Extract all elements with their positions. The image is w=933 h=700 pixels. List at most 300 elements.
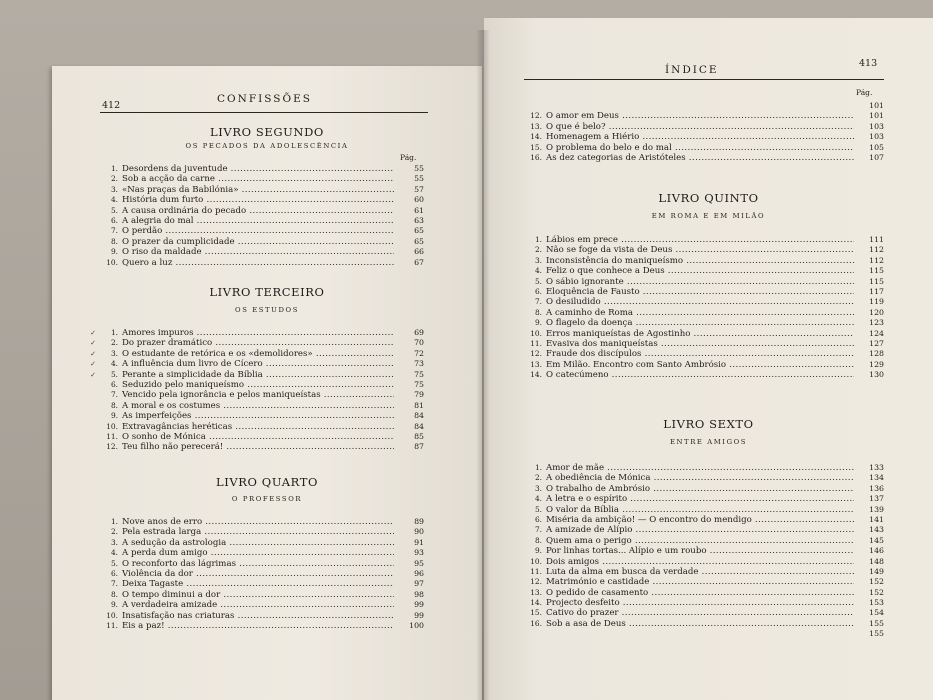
- entry-title: A causa ordinária do pecado .....: [122, 206, 394, 216]
- entry-title: O reconforto das lágrimas .....: [122, 559, 394, 569]
- toc-entry: [522, 318, 884, 328]
- left-page: [52, 66, 482, 700]
- entry-number: 2.: [110, 174, 118, 184]
- entry-page: 79: [414, 390, 424, 400]
- toc-entry: [522, 608, 884, 618]
- entry-page: 66: [414, 247, 424, 257]
- entry-number: 6.: [534, 514, 542, 524]
- entry-page: 148: [869, 556, 884, 566]
- entry-number: 12.: [530, 111, 542, 121]
- toc-entry: [522, 536, 884, 546]
- entry-title: Quem ama o perigo .....: [546, 536, 854, 546]
- entry-number: 12.: [530, 349, 542, 359]
- toc-entry: [90, 328, 424, 338]
- entry-number: 10.: [106, 421, 118, 431]
- toc-entry: [522, 349, 884, 359]
- entry-title: Cativo do prazer .....: [546, 608, 854, 618]
- toc-entry: [522, 484, 884, 494]
- entry-title: O problema do belo e do mal .....: [546, 143, 854, 153]
- entry-page: 75: [414, 369, 424, 379]
- entry-title: Sob a asa de Deus .....: [546, 619, 854, 629]
- toc-entry: [522, 629, 884, 639]
- entry-number: 1.: [110, 328, 118, 337]
- entry-page: 154: [869, 608, 884, 618]
- entry-number: 15.: [530, 608, 542, 618]
- entry-page: 146: [869, 546, 884, 556]
- toc-entry: [522, 101, 884, 111]
- page-number: 412: [102, 100, 121, 111]
- toc-entry: [522, 143, 884, 153]
- entry-title: O riso da maldade .....: [122, 247, 394, 257]
- entry-title: A influência dum livro de Cícero .....: [122, 359, 394, 369]
- entry-number: 3.: [110, 184, 118, 194]
- entry-title: O tempo diminui a dor .....: [122, 590, 394, 600]
- entry-page: 134: [869, 473, 884, 483]
- book-gutter: [476, 30, 490, 700]
- entry-title: A obediência de Mónica .....: [546, 473, 854, 483]
- entry-page: 136: [869, 483, 884, 493]
- entry-title: Teu filho não perecerá! .....: [122, 442, 394, 452]
- entry-title: Seduzido pelo maniqueísmo .....: [122, 380, 394, 390]
- toc-entry: [522, 266, 884, 276]
- entry-title: Homenagem a Hiério .....: [546, 132, 854, 142]
- entry-title: Amor de mãe .....: [546, 463, 854, 473]
- entry-number: 5.: [110, 205, 118, 215]
- entry-title: História dum furto .....: [122, 195, 394, 205]
- toc-list: [522, 463, 884, 640]
- toc-list: [522, 101, 884, 163]
- entry-page: 141: [869, 514, 884, 524]
- entry-page: 124: [869, 328, 884, 338]
- toc-entry: [522, 463, 884, 473]
- entry-title: As dez categorias de Aristóteles .....: [546, 153, 854, 163]
- toc-entry: [98, 206, 424, 216]
- entry-page: 152: [869, 587, 884, 597]
- toc-entry: [522, 577, 884, 587]
- entry-page: 67: [414, 257, 424, 267]
- entry-number: 7.: [534, 525, 542, 535]
- entry-title: Extravagâncias heréticas .....: [122, 422, 394, 432]
- entry-number: 14.: [530, 370, 542, 380]
- entry-number: 4.: [110, 195, 118, 205]
- entry-page: 112: [869, 255, 884, 265]
- toc-entry: [522, 567, 884, 577]
- entry-page: 57: [414, 184, 424, 194]
- entry-number: 10.: [106, 610, 118, 620]
- entry-title: Pela estrada larga .....: [122, 527, 394, 537]
- toc-entry: [98, 411, 424, 421]
- entry-page: 107: [869, 152, 884, 162]
- entry-page: 69: [414, 328, 424, 337]
- entry-title: Inconsistência do maniqueísmo .....: [546, 256, 854, 266]
- header-rule: [100, 112, 428, 113]
- toc-entry: [90, 369, 424, 380]
- entry-page: 143: [869, 525, 884, 535]
- toc-entry: [98, 432, 424, 442]
- page-number: 413: [859, 58, 878, 69]
- entry-title: A letra e o espírito .....: [546, 494, 854, 504]
- entry-title: Insatisfação nas criaturas .....: [122, 611, 394, 621]
- toc-entry: [522, 287, 884, 297]
- entry-title: A perda dum amigo .....: [122, 548, 394, 558]
- entry-title: Eis a paz! .....: [122, 621, 394, 631]
- entry-number: 5.: [110, 558, 118, 568]
- entry-number: 8.: [534, 307, 542, 317]
- entry-page: 63: [414, 215, 424, 225]
- entry-number: 9.: [110, 600, 118, 610]
- toc-entry: [90, 338, 424, 349]
- entry-page: 73: [414, 359, 424, 369]
- toc-entry: [98, 527, 424, 537]
- toc-list: [98, 164, 424, 268]
- entry-number: 7.: [110, 390, 118, 400]
- toc-entry: [98, 611, 424, 621]
- toc-entry: [522, 111, 884, 121]
- entry-page: 70: [414, 338, 424, 348]
- toc-entry: [98, 216, 424, 226]
- entry-title: Dois amigos .....: [546, 557, 854, 567]
- toc-entry: [522, 588, 884, 598]
- entry-number: 3.: [110, 537, 118, 547]
- checkmark-icon: ✓: [90, 349, 96, 358]
- entry-number: 11.: [530, 338, 542, 348]
- entry-page: 112: [869, 245, 884, 255]
- toc-entry: [522, 132, 884, 142]
- toc-entry: [98, 600, 424, 610]
- entry-number: 1.: [534, 463, 542, 472]
- entry-number: 2.: [110, 527, 118, 537]
- entry-page: 72: [414, 348, 424, 358]
- entry-page: 117: [869, 286, 884, 296]
- entry-number: 9.: [534, 318, 542, 328]
- entry-number: 10.: [530, 556, 542, 566]
- entry-page: 99: [414, 600, 424, 610]
- entry-title: O trabalho de Ambrósio .....: [546, 484, 854, 494]
- entry-title: Matrimónio e castidade .....: [546, 577, 854, 587]
- toc-entry: [522, 277, 884, 287]
- toc-entry: [98, 390, 424, 400]
- toc-entry: [522, 360, 884, 370]
- entry-number: 15.: [530, 142, 542, 152]
- entry-title: A alegria do mal .....: [122, 216, 394, 226]
- entry-title: Lábios em prece .....: [546, 235, 854, 245]
- toc-entry: [522, 245, 884, 255]
- entry-page: 101: [869, 111, 884, 121]
- toc-entry: [522, 153, 884, 163]
- entry-title: Eloquência de Fausto .....: [546, 287, 854, 297]
- entry-number: 9.: [534, 546, 542, 556]
- entry-title: Por linhas tortas... Alípio e um roubo .....: [546, 546, 854, 556]
- entry-title: Nove anos de erro .....: [122, 517, 394, 527]
- entry-number: 14.: [530, 132, 542, 142]
- entry-title: Em Milão. Encontro com Santo Ambrósio .....: [546, 360, 854, 370]
- entry-title: O perdão .....: [122, 226, 394, 236]
- entry-number: 4.: [110, 359, 118, 369]
- pag-label: Pág.: [400, 153, 417, 162]
- toc-list: [98, 517, 424, 631]
- entry-page: 155: [869, 618, 884, 628]
- toc-entry: [98, 569, 424, 579]
- entry-number: 11.: [530, 566, 542, 576]
- entry-page: 55: [414, 164, 424, 173]
- toc-entry: [98, 226, 424, 236]
- entry-number: 8.: [110, 400, 118, 410]
- toc-entry: [522, 598, 884, 608]
- toc-entry: [90, 359, 424, 370]
- entry-page: 155: [869, 629, 884, 639]
- entry-title: Sob a acção da carne .....: [122, 174, 394, 184]
- entry-title: As imperfeições .....: [122, 411, 394, 421]
- entry-page: 55: [414, 174, 424, 184]
- toc-entry: [522, 546, 884, 556]
- entry-title: A moral e os costumes .....: [122, 401, 394, 411]
- entry-page: 128: [869, 349, 884, 359]
- entry-title: O desiludido .....: [546, 297, 854, 307]
- entry-title: A caminho de Roma .....: [546, 308, 854, 318]
- entry-number: 7.: [110, 226, 118, 236]
- toc-entry: [522, 505, 884, 515]
- entry-number: 12.: [106, 442, 118, 452]
- entry-page: 84: [414, 411, 424, 421]
- entry-number: 10.: [106, 257, 118, 267]
- toc-entry: [98, 579, 424, 589]
- section-subtitle: ENTRE AMIGOS: [669, 438, 748, 446]
- entry-number: 8.: [110, 236, 118, 246]
- entry-title: O estudante de retórica e os «demolidores» .....: [122, 349, 394, 359]
- entry-page: 75: [414, 379, 424, 389]
- toc-entry: [98, 401, 424, 411]
- toc-entry: [522, 329, 884, 339]
- entry-title: Amores impuros .....: [122, 328, 394, 338]
- entry-number: 11.: [106, 620, 118, 630]
- entry-page: 115: [869, 266, 884, 276]
- toc-entry: [98, 195, 424, 205]
- entry-page: 123: [869, 318, 884, 328]
- toc-entry: [522, 619, 884, 629]
- toc-entry: [522, 339, 884, 349]
- entry-title: A amizade de Alípio .....: [546, 525, 854, 535]
- toc-entry: [522, 297, 884, 307]
- entry-title: «Nas praças da Babilónia» .....: [122, 185, 394, 195]
- entry-number: 6.: [110, 215, 118, 225]
- entry-page: 90: [414, 527, 424, 537]
- entry-page: 115: [869, 276, 884, 286]
- checkmark-icon: ✓: [90, 360, 96, 369]
- entry-title: Erros maniqueístas de Agostinho .....: [546, 329, 854, 339]
- entry-page: 89: [414, 517, 424, 526]
- entry-page: 84: [414, 421, 424, 431]
- entry-number: 13.: [530, 587, 542, 597]
- entry-title: O valor da Bíblia .....: [546, 505, 854, 515]
- entry-number: 13.: [530, 121, 542, 131]
- toc-entry: [98, 559, 424, 569]
- entry-title: Feliz o que conhece a Deus .....: [546, 266, 854, 276]
- entry-page: 97: [414, 579, 424, 589]
- toc-entry: [98, 380, 424, 390]
- entry-title: O flagelo da doença .....: [546, 318, 854, 328]
- entry-page: 96: [414, 568, 424, 578]
- entry-page: 65: [414, 226, 424, 236]
- entry-page: 127: [869, 338, 884, 348]
- entry-page: 98: [414, 589, 424, 599]
- entry-title: O sonho de Mónica .....: [122, 432, 394, 442]
- entry-page: 137: [869, 494, 884, 504]
- toc-entry: [98, 247, 424, 257]
- toc-entry: [98, 237, 424, 247]
- entry-number: 16.: [530, 618, 542, 628]
- entry-page: 100: [409, 620, 424, 630]
- entry-page: 61: [414, 205, 424, 215]
- entry-number: 10.: [530, 328, 542, 338]
- toc-entry: [98, 185, 424, 195]
- entry-title: Não se foge da vista de Deus .....: [546, 245, 854, 255]
- entry-title: O sábio ignorante .....: [546, 277, 854, 287]
- checkmark-icon: ✓: [90, 339, 96, 348]
- entry-page: 103: [869, 132, 884, 142]
- entry-page: 65: [414, 236, 424, 246]
- pag-label: Pág.: [856, 88, 873, 97]
- entry-page: 85: [414, 431, 424, 441]
- entry-number: 13.: [530, 359, 542, 369]
- running-head: ÍNDICE: [665, 64, 719, 76]
- entry-title: Projecto desfeito .....: [546, 598, 854, 608]
- entry-number: 6.: [110, 568, 118, 578]
- entry-number: 2.: [534, 245, 542, 255]
- entry-title: Violência da dor .....: [122, 569, 394, 579]
- entry-page: 105: [869, 142, 884, 152]
- entry-title: A verdadeira amizade .....: [122, 600, 394, 610]
- entry-number: 1.: [110, 164, 118, 173]
- entry-page: 119: [869, 297, 884, 307]
- entry-number: 4.: [534, 494, 542, 504]
- entry-number: 5.: [534, 504, 542, 514]
- entry-page: 81: [414, 400, 424, 410]
- entry-number: 1.: [534, 235, 542, 244]
- toc-entry: [522, 525, 884, 535]
- running-head: CONFISSÕES: [217, 93, 312, 105]
- entry-page: 133: [869, 463, 884, 472]
- toc-entry: [98, 590, 424, 600]
- entry-number: 1.: [110, 517, 118, 526]
- entry-title: Vencido pela ignorância e pelos maniqueístas .....: [122, 390, 394, 400]
- toc-entry: [98, 548, 424, 558]
- checkmark-icon: ✓: [90, 329, 96, 337]
- entry-title: O amor em Deus .....: [546, 111, 854, 121]
- entry-number: 7.: [534, 297, 542, 307]
- toc-list: [522, 235, 884, 380]
- header-rule: [524, 79, 884, 80]
- entry-number: 12.: [530, 577, 542, 587]
- entry-title: Fraude dos discípulos .....: [546, 349, 854, 359]
- entry-number: 4.: [534, 266, 542, 276]
- entry-number: 2.: [534, 473, 542, 483]
- section-subtitle: OS PECADOS DA ADOLESCÊNCIA: [185, 142, 349, 150]
- entry-number: 2.: [110, 338, 118, 348]
- section-title: LIVRO SEGUNDO: [210, 125, 324, 139]
- entry-page: 91: [414, 537, 424, 547]
- entry-title: Quero a luz .....: [122, 258, 394, 268]
- entry-number: 5.: [534, 276, 542, 286]
- entry-page: 93: [414, 548, 424, 558]
- entry-page: 145: [869, 535, 884, 545]
- entry-page: 149: [869, 566, 884, 576]
- section-title: LIVRO QUINTO: [658, 191, 759, 205]
- entry-title: Perante a simplicidade da Bíblia .....: [122, 370, 394, 380]
- section-title: LIVRO QUARTO: [215, 475, 319, 489]
- entry-page: 153: [869, 598, 884, 608]
- toc-entry: [522, 122, 884, 132]
- toc-entry: [98, 164, 424, 174]
- entry-number: 5.: [110, 369, 118, 379]
- entry-title: O catecúmeno .....: [546, 370, 854, 380]
- entry-page: 101: [869, 101, 884, 110]
- entry-number: 4.: [110, 548, 118, 558]
- toc-entry: [98, 258, 424, 268]
- toc-entry: [98, 538, 424, 548]
- entry-page: 103: [869, 121, 884, 131]
- toc-entry: [522, 494, 884, 504]
- entry-title: O que é belo? .....: [546, 122, 854, 132]
- entry-page: 130: [869, 370, 884, 380]
- entry-number: 16.: [530, 152, 542, 162]
- entry-title: O pedido de casamento .....: [546, 588, 854, 598]
- entry-page: 129: [869, 359, 884, 369]
- entry-page: 87: [414, 442, 424, 452]
- section-title: LIVRO TERCEIRO: [209, 285, 325, 299]
- entry-page: 111: [869, 235, 884, 244]
- entry-title: Miséria da ambição! — O encontro do mendigo .....: [546, 515, 854, 525]
- section-subtitle: O PROFESSOR: [231, 495, 303, 503]
- toc-entry: [98, 442, 424, 452]
- checkmark-icon: ✓: [90, 370, 96, 379]
- toc-entry: [98, 174, 424, 184]
- entry-title: Deixa Tagaste .....: [122, 579, 394, 589]
- toc-entry: [522, 235, 884, 245]
- entry-page: 152: [869, 577, 884, 587]
- entry-title: Evasiva dos maniqueístas .....: [546, 339, 854, 349]
- toc-entry: [522, 473, 884, 483]
- entry-title: A sedução da astrologia .....: [122, 538, 394, 548]
- toc-list: [90, 328, 424, 453]
- toc-entry: [522, 557, 884, 567]
- toc-entry: [98, 621, 424, 631]
- entry-title: Desordens da juventude .....: [122, 164, 394, 174]
- entry-number: 14.: [530, 598, 542, 608]
- entry-title: Do prazer dramático .....: [122, 338, 394, 348]
- entry-number: 8.: [110, 589, 118, 599]
- entry-number: 9.: [110, 411, 118, 421]
- toc-entry: [90, 348, 424, 359]
- section-subtitle: OS ESTUDOS: [235, 306, 299, 314]
- right-page: [484, 18, 933, 700]
- entry-number: 3.: [534, 255, 542, 265]
- entry-number: 6.: [110, 379, 118, 389]
- section-title: LIVRO SEXTO: [663, 417, 754, 431]
- toc-entry: [522, 256, 884, 266]
- entry-page: 99: [414, 610, 424, 620]
- entry-number: 8.: [534, 535, 542, 545]
- entry-page: 120: [869, 307, 884, 317]
- toc-entry: [98, 517, 424, 527]
- entry-title: O prazer da cumplicidade .....: [122, 237, 394, 247]
- entry-page: 95: [414, 558, 424, 568]
- entry-number: 3.: [534, 483, 542, 493]
- toc-entry: [522, 515, 884, 525]
- toc-entry: [522, 308, 884, 318]
- entry-number: 9.: [110, 247, 118, 257]
- entry-number: 11.: [106, 431, 118, 441]
- entry-page: 139: [869, 504, 884, 514]
